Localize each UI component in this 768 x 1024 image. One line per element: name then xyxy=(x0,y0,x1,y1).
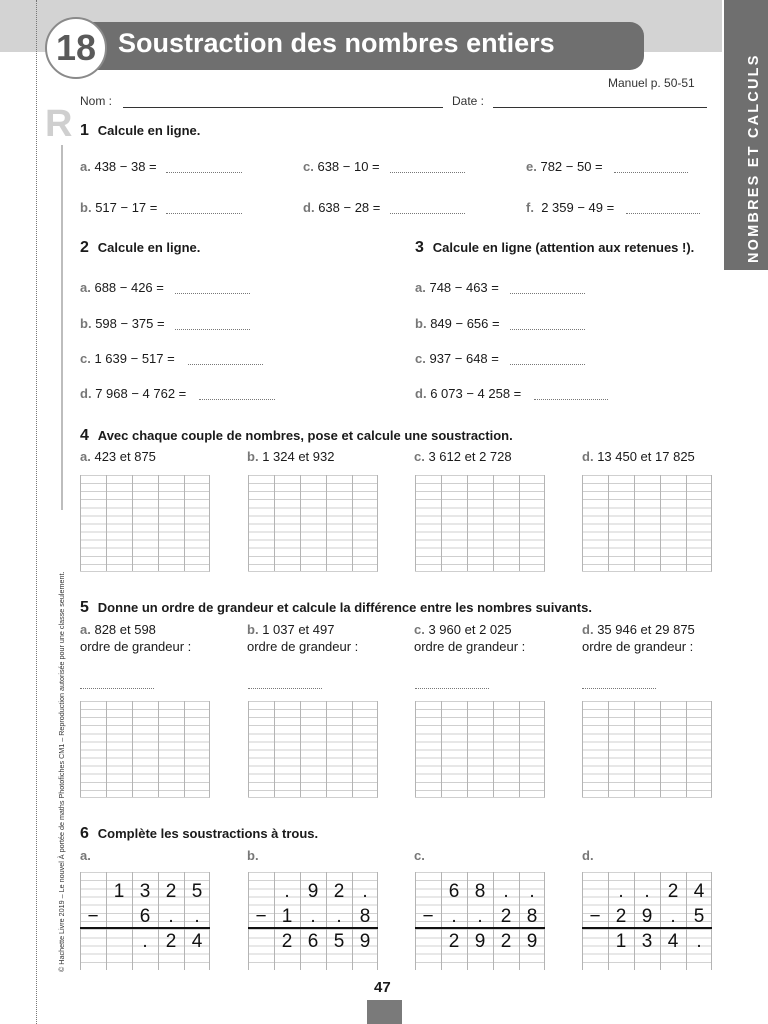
ex5-grid-d[interactable] xyxy=(582,701,712,798)
digit: 8 xyxy=(359,906,371,927)
ex1-item-f: f. 2 359 − 49 = xyxy=(526,200,615,215)
ex1-heading: 1 Calcule en ligne. xyxy=(80,122,201,139)
ex6-heading: 6 Complète les soustractions à trous. xyxy=(80,825,319,842)
digit: 2 xyxy=(615,906,627,927)
digit xyxy=(582,930,608,954)
digit: 9 xyxy=(641,906,653,927)
lesson-number: 18 xyxy=(45,17,107,79)
sum-rule xyxy=(248,927,378,929)
digit: 8 xyxy=(526,906,538,927)
digit: 2 xyxy=(500,931,512,952)
sum-rule xyxy=(582,927,712,929)
digit: . xyxy=(194,906,200,927)
ex6-a-row-3 xyxy=(80,930,210,954)
ex4-item-a: a. 423 et 875 xyxy=(80,449,156,464)
ex1-item-d: d. 638 − 28 = xyxy=(303,200,381,215)
digit: 5 xyxy=(191,881,203,902)
minus-sign: − xyxy=(589,906,601,927)
digit: . xyxy=(451,906,457,927)
ex6-c-row-1 xyxy=(415,880,545,904)
ex2-heading: 2 Calcule en ligne. xyxy=(80,239,201,256)
digit xyxy=(80,930,106,954)
digit: 6 xyxy=(139,906,151,927)
copyright: © Hachette Livre 2019 – Le nouvel À portée de maths Photofiches CM1 – Reproduction autorisée pour une classe seulement. xyxy=(57,571,66,972)
name-field[interactable] xyxy=(123,107,443,108)
ex6-c-row-3 xyxy=(415,930,545,954)
ex6-c-row-2 xyxy=(415,905,545,929)
name-label: Nom : xyxy=(80,94,113,108)
digit: 2 xyxy=(281,931,293,952)
digit: 6 xyxy=(307,931,319,952)
digit: 8 xyxy=(474,881,486,902)
digit: 9 xyxy=(526,931,538,952)
digit: . xyxy=(696,931,702,952)
ex4-item-c: c. 3 612 et 2 728 xyxy=(414,449,512,464)
digit: . xyxy=(284,881,290,902)
ex1-answer-e[interactable] xyxy=(614,172,688,173)
ex3-answer-c[interactable] xyxy=(510,364,585,365)
digit: . xyxy=(142,931,148,952)
digit: . xyxy=(362,881,368,902)
sum-rule xyxy=(415,927,545,929)
ex6-d-row-3 xyxy=(582,930,712,954)
ex6-label-b: b. xyxy=(247,848,259,863)
page-number: 47 xyxy=(374,979,391,996)
digit: 3 xyxy=(641,931,653,952)
ex3-item-d: d. 6 073 − 4 258 = xyxy=(415,386,522,401)
ex6-a-row-1 xyxy=(80,880,210,904)
ex3-heading: 3 Calcule en ligne (attention aux retenues !). xyxy=(415,239,695,256)
ex2-answer-c[interactable] xyxy=(188,364,263,365)
ex2-item-c: c. 1 639 − 517 = xyxy=(80,351,175,366)
digit: 2 xyxy=(448,931,460,952)
ex4-heading: 4 Avec chaque couple de nombres, pose et calcule une soustraction. xyxy=(80,427,513,444)
ex3-answer-d[interactable] xyxy=(534,399,608,400)
ex6-problem-b[interactable] xyxy=(248,872,378,970)
digit xyxy=(106,905,132,929)
ex1-item-a: a. 438 − 38 = xyxy=(80,159,157,174)
digit: . xyxy=(310,906,316,927)
digit: 2 xyxy=(165,881,177,902)
digit xyxy=(582,880,608,904)
ex5-grid-a[interactable] xyxy=(80,701,210,798)
digit: 6 xyxy=(448,881,460,902)
digit xyxy=(80,880,106,904)
ex6-label-d: d. xyxy=(582,848,594,863)
manual-reference: Manuel p. 50-51 xyxy=(608,76,695,90)
digit xyxy=(415,880,441,904)
digit: 5 xyxy=(693,906,705,927)
ex1-item-c: c. 638 − 10 = xyxy=(303,159,380,174)
digit: 4 xyxy=(667,931,679,952)
ex6-label-a: a. xyxy=(80,848,91,863)
digit: . xyxy=(168,906,174,927)
ex3-answer-b[interactable] xyxy=(510,329,585,330)
digit: . xyxy=(618,881,624,902)
ex6-label-c: c. xyxy=(414,848,425,863)
digit: 9 xyxy=(359,931,371,952)
ex1-answer-d[interactable] xyxy=(390,213,465,214)
ex3-answer-a[interactable] xyxy=(510,293,585,294)
sum-rule xyxy=(80,927,210,929)
digit: 2 xyxy=(667,881,679,902)
digit: 3 xyxy=(139,881,151,902)
digit: 2 xyxy=(165,931,177,952)
digit xyxy=(415,930,441,954)
ex4-item-b: b. 1 324 et 932 xyxy=(247,449,335,464)
digit: 1 xyxy=(113,881,125,902)
ex4-grid-b[interactable] xyxy=(248,475,378,572)
ex4-grid-d[interactable] xyxy=(582,475,712,572)
ex2-answer-d[interactable] xyxy=(199,399,275,400)
ex6-problem-d[interactable] xyxy=(582,872,712,970)
cut-line xyxy=(36,0,37,1024)
digit: 1 xyxy=(615,931,627,952)
ex1-answer-c[interactable] xyxy=(390,172,465,173)
digit: 2 xyxy=(333,881,345,902)
digit xyxy=(248,930,274,954)
ex1-item-b: b. 517 − 17 = xyxy=(80,200,158,215)
ex6-b-row-3 xyxy=(248,930,378,954)
ex1-item-e: e. 782 − 50 = xyxy=(526,159,603,174)
ex5-ordre-answer-c[interactable] xyxy=(415,688,489,689)
minus-sign: − xyxy=(87,906,99,927)
ex1-answer-b[interactable] xyxy=(166,213,242,214)
ex5-item-b: b. 1 037 et 497 xyxy=(247,622,335,637)
ex6-problem-a[interactable] xyxy=(80,872,210,970)
ex5-item-c: c. 3 960 et 2 025 xyxy=(414,622,512,637)
ex5-ordre-c: ordre de grandeur : xyxy=(414,639,526,654)
ex2-answer-b[interactable] xyxy=(175,329,250,330)
ex2-item-a: a. 688 − 426 = xyxy=(80,280,164,295)
digit: . xyxy=(529,881,535,902)
ex2-item-d: d. 7 968 − 4 762 = xyxy=(80,386,187,401)
ex1-answer-a[interactable] xyxy=(166,172,242,173)
ex5-ordre-answer-b[interactable] xyxy=(248,688,322,689)
ex4-grid-c[interactable] xyxy=(415,475,545,572)
side-tab-label: NOMBRES ET CALCULS xyxy=(746,53,762,263)
ex5-ordre-b: ordre de grandeur : xyxy=(247,639,359,654)
ex4-grid-a[interactable] xyxy=(80,475,210,572)
digit: 9 xyxy=(474,931,486,952)
ex3-item-c: c. 937 − 648 = xyxy=(415,351,499,366)
minus-sign: − xyxy=(422,906,434,927)
ex5-heading: 5 Donne un ordre de grandeur et calcule la différence entre les nombres suivants. xyxy=(80,599,592,616)
digit: . xyxy=(336,906,342,927)
ex6-b-row-1 xyxy=(248,880,378,904)
page-title: Soustraction des nombres entiers xyxy=(118,28,555,58)
ex2-answer-a[interactable] xyxy=(175,293,250,294)
ex4-item-d: d. 13 450 et 17 825 xyxy=(582,449,695,464)
ex6-a-row-2 xyxy=(80,905,210,929)
digit: . xyxy=(503,881,509,902)
digit: . xyxy=(477,906,483,927)
ex5-grid-b[interactable] xyxy=(248,701,378,798)
ex5-ordre-d: ordre de grandeur : xyxy=(582,639,694,654)
ex5-item-a: a. 828 et 598 xyxy=(80,622,156,637)
minus-sign: − xyxy=(255,906,267,927)
digit: 4 xyxy=(693,881,705,902)
digit xyxy=(248,880,274,904)
ex6-d-row-1 xyxy=(582,880,712,904)
ex1-answer-f[interactable] xyxy=(626,213,700,214)
date-field[interactable] xyxy=(493,107,707,108)
ex5-ordre-a: ordre de grandeur : xyxy=(80,639,192,654)
digit: 4 xyxy=(191,931,203,952)
ex5-item-d: d. 35 946 et 29 875 xyxy=(582,622,695,637)
digit: 5 xyxy=(333,931,345,952)
ex2-item-b: b. 598 − 375 = xyxy=(80,316,165,331)
date-label: Date : xyxy=(452,94,485,108)
ex5-grid-c[interactable] xyxy=(415,701,545,798)
margin-line xyxy=(61,145,63,510)
digit: . xyxy=(644,881,650,902)
ex3-item-a: a. 748 − 463 = xyxy=(415,280,499,295)
digit: . xyxy=(670,906,676,927)
digit: 2 xyxy=(500,906,512,927)
digit: 9 xyxy=(307,881,319,902)
section-letter: R xyxy=(45,103,73,145)
page-tab xyxy=(367,1000,402,1024)
ex6-b-row-2 xyxy=(248,905,378,929)
ex5-ordre-answer-a[interactable] xyxy=(80,688,154,689)
ex5-ordre-answer-d[interactable] xyxy=(582,688,656,689)
ex6-d-row-2 xyxy=(582,905,712,929)
digit xyxy=(106,930,132,954)
digit: 1 xyxy=(281,906,293,927)
ex6-problem-c[interactable] xyxy=(415,872,545,970)
ex3-item-b: b. 849 − 656 = xyxy=(415,316,500,331)
